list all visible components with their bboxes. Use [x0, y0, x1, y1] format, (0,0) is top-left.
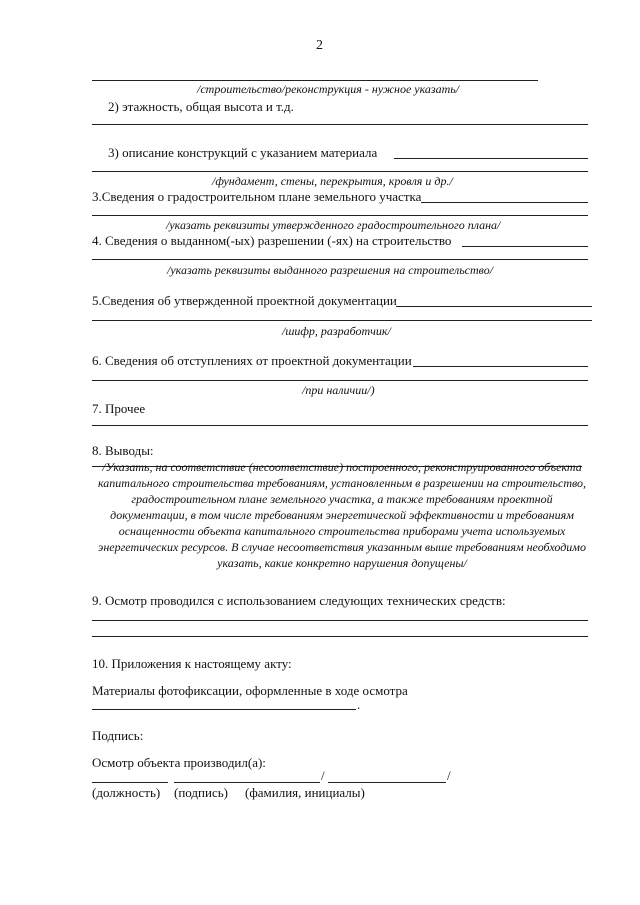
caption-cipher: /шифр, разработчик/ [282, 324, 391, 338]
item-attachments: 10. Приложения к настоящему акту: [92, 656, 292, 671]
sign-caption: (подпись) [174, 785, 228, 800]
floors-line [92, 124, 588, 125]
item-gradplan: 3.Сведения о градостроительном плане земельного участка [92, 189, 422, 204]
signature-slash-1: / [321, 768, 325, 783]
caption-plan: /указать реквизиты утвержденного градостроительного плана/ [166, 218, 501, 232]
inspector-label: Осмотр объекта производил(а): [92, 755, 266, 770]
permit-line-2 [92, 259, 588, 260]
name-caption: (фамилия, инициалы) [245, 785, 365, 800]
page-number: 2 [316, 38, 323, 53]
item-photo-materials: Материалы фотофиксации, оформленные в ходе осмотра [92, 683, 408, 698]
project-docs-line-2 [92, 320, 592, 321]
caption-permit: /указать реквизиты выданного разрешения на строительство/ [167, 263, 494, 277]
deviations-line-2 [92, 380, 588, 381]
tech-line-1 [92, 620, 588, 621]
item-deviations: 6. Сведения об отступлениях от проектной документации [92, 353, 412, 368]
caption-if-any: /при наличии/) [302, 383, 375, 397]
item-conclusions: 8. Выводы: [92, 443, 154, 458]
position-line [92, 782, 168, 783]
item-other: 7. Прочее [92, 401, 146, 416]
gradplan-line-2 [92, 215, 588, 216]
photo-line [92, 709, 356, 710]
signature-label: Подпись: [92, 728, 144, 743]
deviations-line-1 [413, 366, 588, 367]
sign-line [174, 782, 320, 783]
structures-line-1 [394, 158, 588, 159]
item-project-docs: 5.Сведения об утвержденной проектной документации [92, 293, 397, 308]
permit-line-1 [462, 246, 588, 247]
other-line [92, 425, 588, 426]
photo-period: . [357, 697, 361, 712]
item-permit: 4. Сведения о выданном(-ых) разрешении (-ях) на строительство [92, 233, 452, 248]
item-floors: 2) этажность, общая высота и т.д. [108, 99, 294, 114]
name-line [328, 782, 446, 783]
caption-foundation: /фундамент, стены, перекрытия, кровля и др./ [212, 174, 453, 188]
item-structures: 3) описание конструкций с указанием материала [108, 145, 378, 160]
item-tech-means: 9. Осмотр проводился с использованием следующих технических средств: [92, 593, 506, 608]
position-caption: (должность) [92, 785, 161, 800]
gradplan-line-1 [421, 202, 588, 203]
structures-line-2 [92, 171, 588, 172]
conclusions-note: /Указать, на соответствие (несоответствие) построенного, реконструированного объекта капитального строительства требованиям, установленным в разрешении на строительство, градостроительном плане земельного участка, а также требованиям проектной документации, в том числе требованиям энергетической эффективности и требованиям оснащенности объекта капитального строительства приборами учета используемых энергетических ресурсов. В случае несоответствия указанным выше требованиям необходимо указать, какие конкретно нарушения допущены/ [97, 460, 587, 570]
project-docs-line-1 [396, 306, 592, 307]
construction-line [92, 80, 538, 81]
caption-construction: /строительство/реконструкция - нужное указать/ [197, 82, 460, 96]
signature-slash-2: / [447, 768, 451, 783]
tech-line-2 [92, 636, 588, 637]
